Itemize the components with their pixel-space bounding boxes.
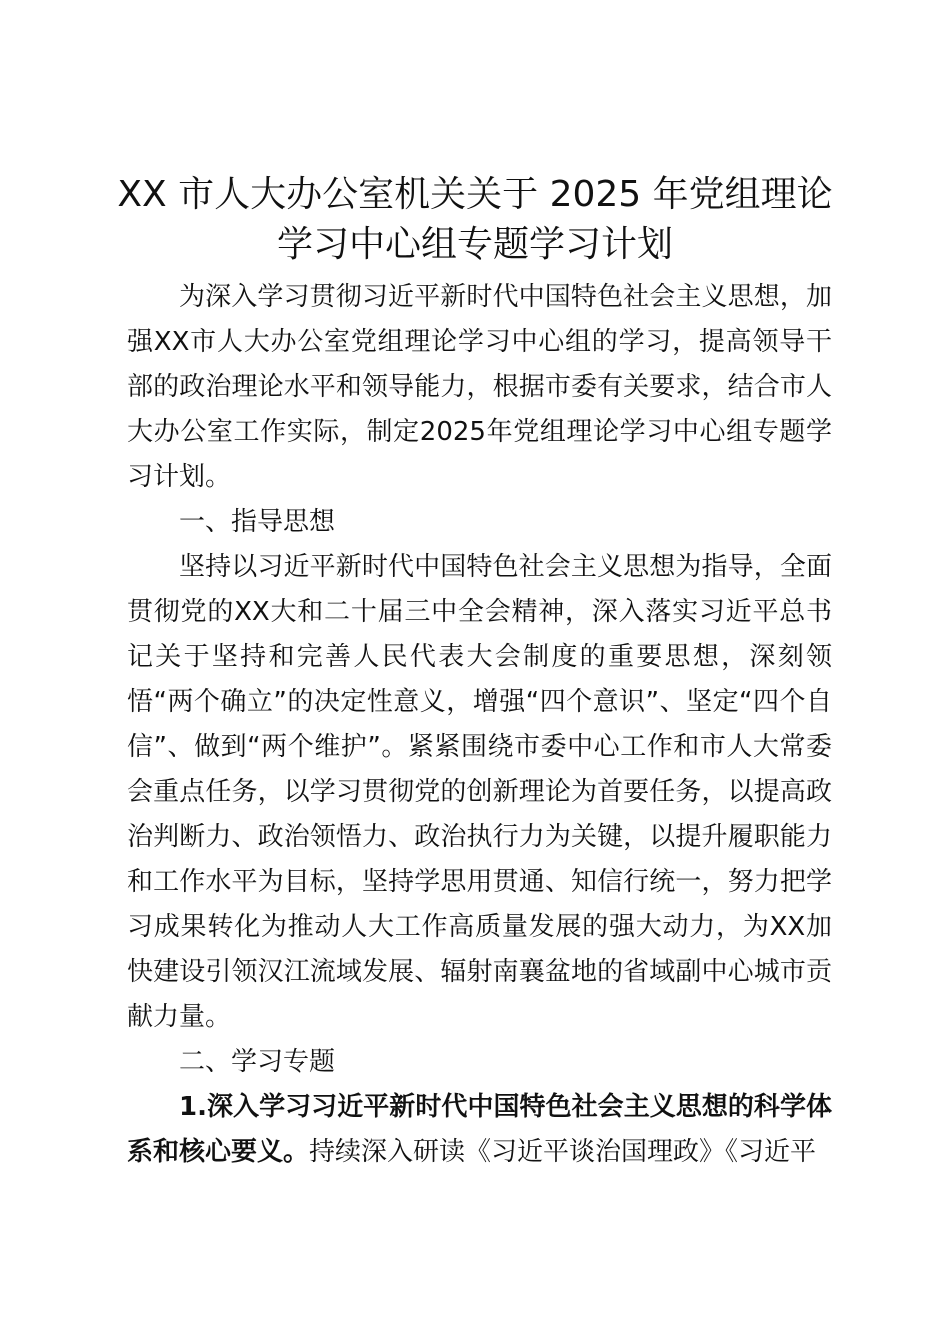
section-1-paragraph: 坚持以习近平新时代中国特色社会主义思想为指导，全面贯彻党的XX大和二十届三中全会精神，深入落实习近平总书记关于坚持和完善人民代表大会制度的重要思想，深刻领悟“两个确立”的决定性意义，增强“四个意识”、坚定“四个自信”、做到“两个维护”。紧紧围绕市委中心工作和市人大常委会重点任务，以学习贯彻党的创新理论为首要任务，以提高政治判断力、政治领悟力、政治执行力为关键，以提升履职能力和工作水平为目标，坚持学思用贯通、知信行统一，努力把学习成果转化为推动人大工作高质量发展的强大动力，为XX加快建设引领汉江流域发展、辐射南襄盆地的省域副中心城市贡献力量。 [127, 552, 832, 1032]
document-body [127, 275, 832, 1175]
item-1-text: 持续深入研读《习近平谈治国理政》《习近平 [309, 1137, 817, 1167]
section-1-heading: 一、指导思想 [179, 507, 336, 537]
title-line-1: XX 市人大办公室机关关于 2025 年党组理论 [117, 174, 833, 215]
document-title [110, 170, 840, 270]
section-2-heading: 二、学习专题 [179, 1047, 336, 1077]
title-line-2: 学习中心组专题学习计划 [276, 224, 673, 265]
item-1-title: 1.深入学习习近平新时代中国特色社会主义思想的科学体系和核心要义。 [127, 1092, 832, 1167]
item-1-paragraph [127, 1085, 832, 1175]
intro-paragraph: 为深入学习贯彻习近平新时代中国特色社会主义思想，加强XX市人大办公室党组理论学习中心组的学习，提高领导干部的政治理论水平和领导能力，根据市委有关要求，结合市人大办公室工作实际，制定2025年党组理论学习中心组专题学习计划。 [127, 282, 832, 492]
